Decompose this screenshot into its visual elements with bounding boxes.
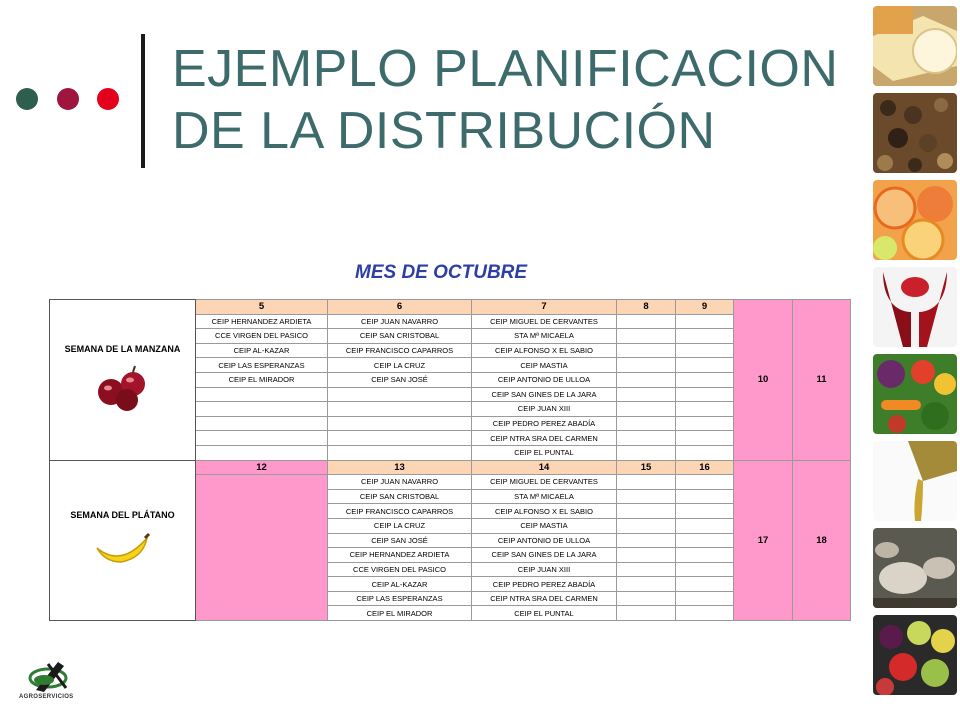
empty-cell: [617, 591, 676, 606]
school-cell: CEIP FRANCISCO CAPARROS: [328, 343, 472, 358]
school-cell: CEIP JUAN NAVARRO: [328, 314, 472, 329]
empty-cell: [676, 533, 734, 548]
empty-cell: [676, 402, 734, 417]
empty-cell: [676, 358, 734, 373]
school-cell: CEIP JUAN XIII: [472, 562, 617, 577]
week2-header-row: [50, 460, 851, 475]
empty-cell: [617, 606, 676, 621]
day-header-6: 6: [328, 300, 472, 315]
school-cell: CEIP SAN GINES DE LA JARA: [472, 387, 617, 402]
school-cell: [328, 431, 472, 446]
school-cell: [328, 445, 472, 460]
logo-text: AGROSERVICIOS: [19, 694, 74, 700]
weekend-day-18: 18: [793, 460, 851, 621]
weekend-day-11: 11: [793, 300, 851, 461]
school-cell: CEIP NTRA SRA DEL CARMEN: [472, 591, 617, 606]
school-cell: STA Mª MICAELA: [472, 329, 617, 344]
weekend-day-10: 10: [734, 300, 793, 461]
empty-cell: [617, 431, 676, 446]
empty-cell: [676, 518, 734, 533]
photo-strip: [873, 6, 957, 702]
empty-cell: [617, 489, 676, 504]
day-header-12: 12: [196, 460, 328, 475]
day-header-16: 16: [676, 460, 734, 475]
school-cell: CEIP SAN GINES DE LA JARA: [472, 548, 617, 563]
school-cell: CEIP EL PUNTAL: [472, 445, 617, 460]
page-title: [172, 38, 838, 162]
school-cell: CEIP ANTONIO DE ULLOA: [472, 533, 617, 548]
empty-cell: [617, 329, 676, 344]
empty-cell: [617, 562, 676, 577]
school-cell: CEIP LA CRUZ: [328, 518, 472, 533]
empty-cell: [617, 343, 676, 358]
school-cell: CEIP JUAN XIII: [472, 402, 617, 417]
empty-cell: [676, 562, 734, 577]
school-cell: CEIP SAN CRISTOBAL: [328, 329, 472, 344]
school-cell: CEIP AL-KAZAR: [328, 577, 472, 592]
feed-pellets-photo: [873, 93, 957, 173]
school-cell: [328, 402, 472, 417]
school-cell: CEIP LA CRUZ: [328, 358, 472, 373]
holiday-cell-12: [196, 475, 328, 621]
week2-label-cell: [50, 460, 196, 621]
school-cell: CEIP AL-KAZAR: [196, 343, 328, 358]
empty-cell: [676, 489, 734, 504]
day-header-15: 15: [617, 460, 676, 475]
school-cell: CEIP MASTIA: [472, 518, 617, 533]
empty-cell: [617, 475, 676, 490]
dot-red: [97, 88, 119, 110]
school-cell: CEIP MASTIA: [472, 358, 617, 373]
school-cell: CEIP LAS ESPERANZAS: [328, 591, 472, 606]
pigs-photo: [873, 528, 957, 608]
empty-cell: [617, 314, 676, 329]
school-cell: CEIP HERNANDEZ ARDIETA: [328, 548, 472, 563]
school-cell: CEIP ALFONSO X EL SABIO: [472, 343, 617, 358]
day-header-13: 13: [328, 460, 472, 475]
empty-cell: [617, 548, 676, 563]
empty-cell: [676, 591, 734, 606]
schedule-body: [50, 300, 851, 621]
school-cell: [196, 445, 328, 460]
day-header-14: 14: [472, 460, 617, 475]
school-cell: CEIP NTRA SRA DEL CARMEN: [472, 431, 617, 446]
empty-cell: [676, 475, 734, 490]
school-cell: CEIP EL MIRADOR: [196, 372, 328, 387]
month-subtitle: MES DE OCTUBRE: [355, 262, 528, 283]
school-cell: CEIP SAN CRISTOBAL: [328, 489, 472, 504]
empty-cell: [676, 548, 734, 563]
dot-crimson: [57, 88, 79, 110]
empty-cell: [676, 329, 734, 344]
empty-cell: [676, 416, 734, 431]
empty-cell: [617, 387, 676, 402]
school-cell: CCE VIRGEN DEL PASICO: [328, 562, 472, 577]
empty-cell: [617, 416, 676, 431]
empty-cell: [617, 533, 676, 548]
school-cell: CEIP EL MIRADOR: [328, 606, 472, 621]
empty-cell: [676, 343, 734, 358]
school-cell: CEIP PEDRO PEREZ ABADÍA: [472, 416, 617, 431]
empty-cell: [676, 504, 734, 519]
week1-label-cell: [50, 300, 196, 461]
fruit-photo: [873, 615, 957, 695]
school-cell: CEIP EL PUNTAL: [472, 606, 617, 621]
title-line-2: DE LA DISTRIBUCIÓN: [172, 102, 716, 160]
empty-cell: [676, 431, 734, 446]
distribution-schedule-table: [49, 299, 851, 621]
school-cell: [196, 402, 328, 417]
school-cell: [328, 416, 472, 431]
school-cell: CEIP LAS ESPERANZAS: [196, 358, 328, 373]
week1-label: SEMANA DE LA MANZANA: [64, 344, 181, 355]
school-cell: [196, 431, 328, 446]
apple-icon: [93, 404, 153, 414]
empty-cell: [617, 372, 676, 387]
vegetables-photo: [873, 354, 957, 434]
school-cell: CEIP JUAN NAVARRO: [328, 475, 472, 490]
empty-cell: [617, 445, 676, 460]
school-cell: CCE VIRGEN DEL PASICO: [196, 329, 328, 344]
dot-dark-green: [16, 88, 38, 110]
school-cell: CEIP HERNANDEZ ARDIETA: [196, 314, 328, 329]
title-divider: [141, 34, 145, 168]
empty-cell: [676, 606, 734, 621]
cheese-photo: [873, 6, 957, 86]
school-cell: [196, 416, 328, 431]
empty-cell: [617, 577, 676, 592]
olive-oil-photo: [873, 441, 957, 521]
empty-cell: [617, 402, 676, 417]
school-cell: CEIP SAN JOSÉ: [328, 533, 472, 548]
school-cell: CEIP SAN JOSÉ: [328, 372, 472, 387]
school-cell: [196, 387, 328, 402]
wine-photo: [873, 267, 957, 347]
empty-cell: [676, 577, 734, 592]
week1-header-row: [50, 300, 851, 315]
empty-cell: [676, 387, 734, 402]
school-cell: CEIP ANTONIO DE ULLOA: [472, 372, 617, 387]
title-line-1: EJEMPLO PLANIFICACION: [172, 40, 839, 98]
empty-cell: [617, 504, 676, 519]
weekend-day-17: 17: [734, 460, 793, 621]
school-cell: CEIP MIGUEL DE CERVANTES: [472, 475, 617, 490]
day-header-7: 7: [472, 300, 617, 315]
week2-label: SEMANA DEL PLÁTANO: [70, 509, 175, 520]
banana-icon: [93, 560, 153, 570]
school-cell: CEIP PEDRO PEREZ ABADÍA: [472, 577, 617, 592]
school-cell: STA Mª MICAELA: [472, 489, 617, 504]
empty-cell: [676, 314, 734, 329]
empty-cell: [617, 518, 676, 533]
empty-cell: [676, 372, 734, 387]
day-header-5: 5: [196, 300, 328, 315]
school-cell: CEIP FRANCISCO CAPARROS: [328, 504, 472, 519]
day-header-8: 8: [617, 300, 676, 315]
school-cell: CEIP ALFONSO X EL SABIO: [472, 504, 617, 519]
citrus-photo: [873, 180, 957, 260]
empty-cell: [676, 445, 734, 460]
empty-cell: [617, 358, 676, 373]
school-cell: CEIP MIGUEL DE CERVANTES: [472, 314, 617, 329]
day-header-9: 9: [676, 300, 734, 315]
school-cell: [328, 387, 472, 402]
